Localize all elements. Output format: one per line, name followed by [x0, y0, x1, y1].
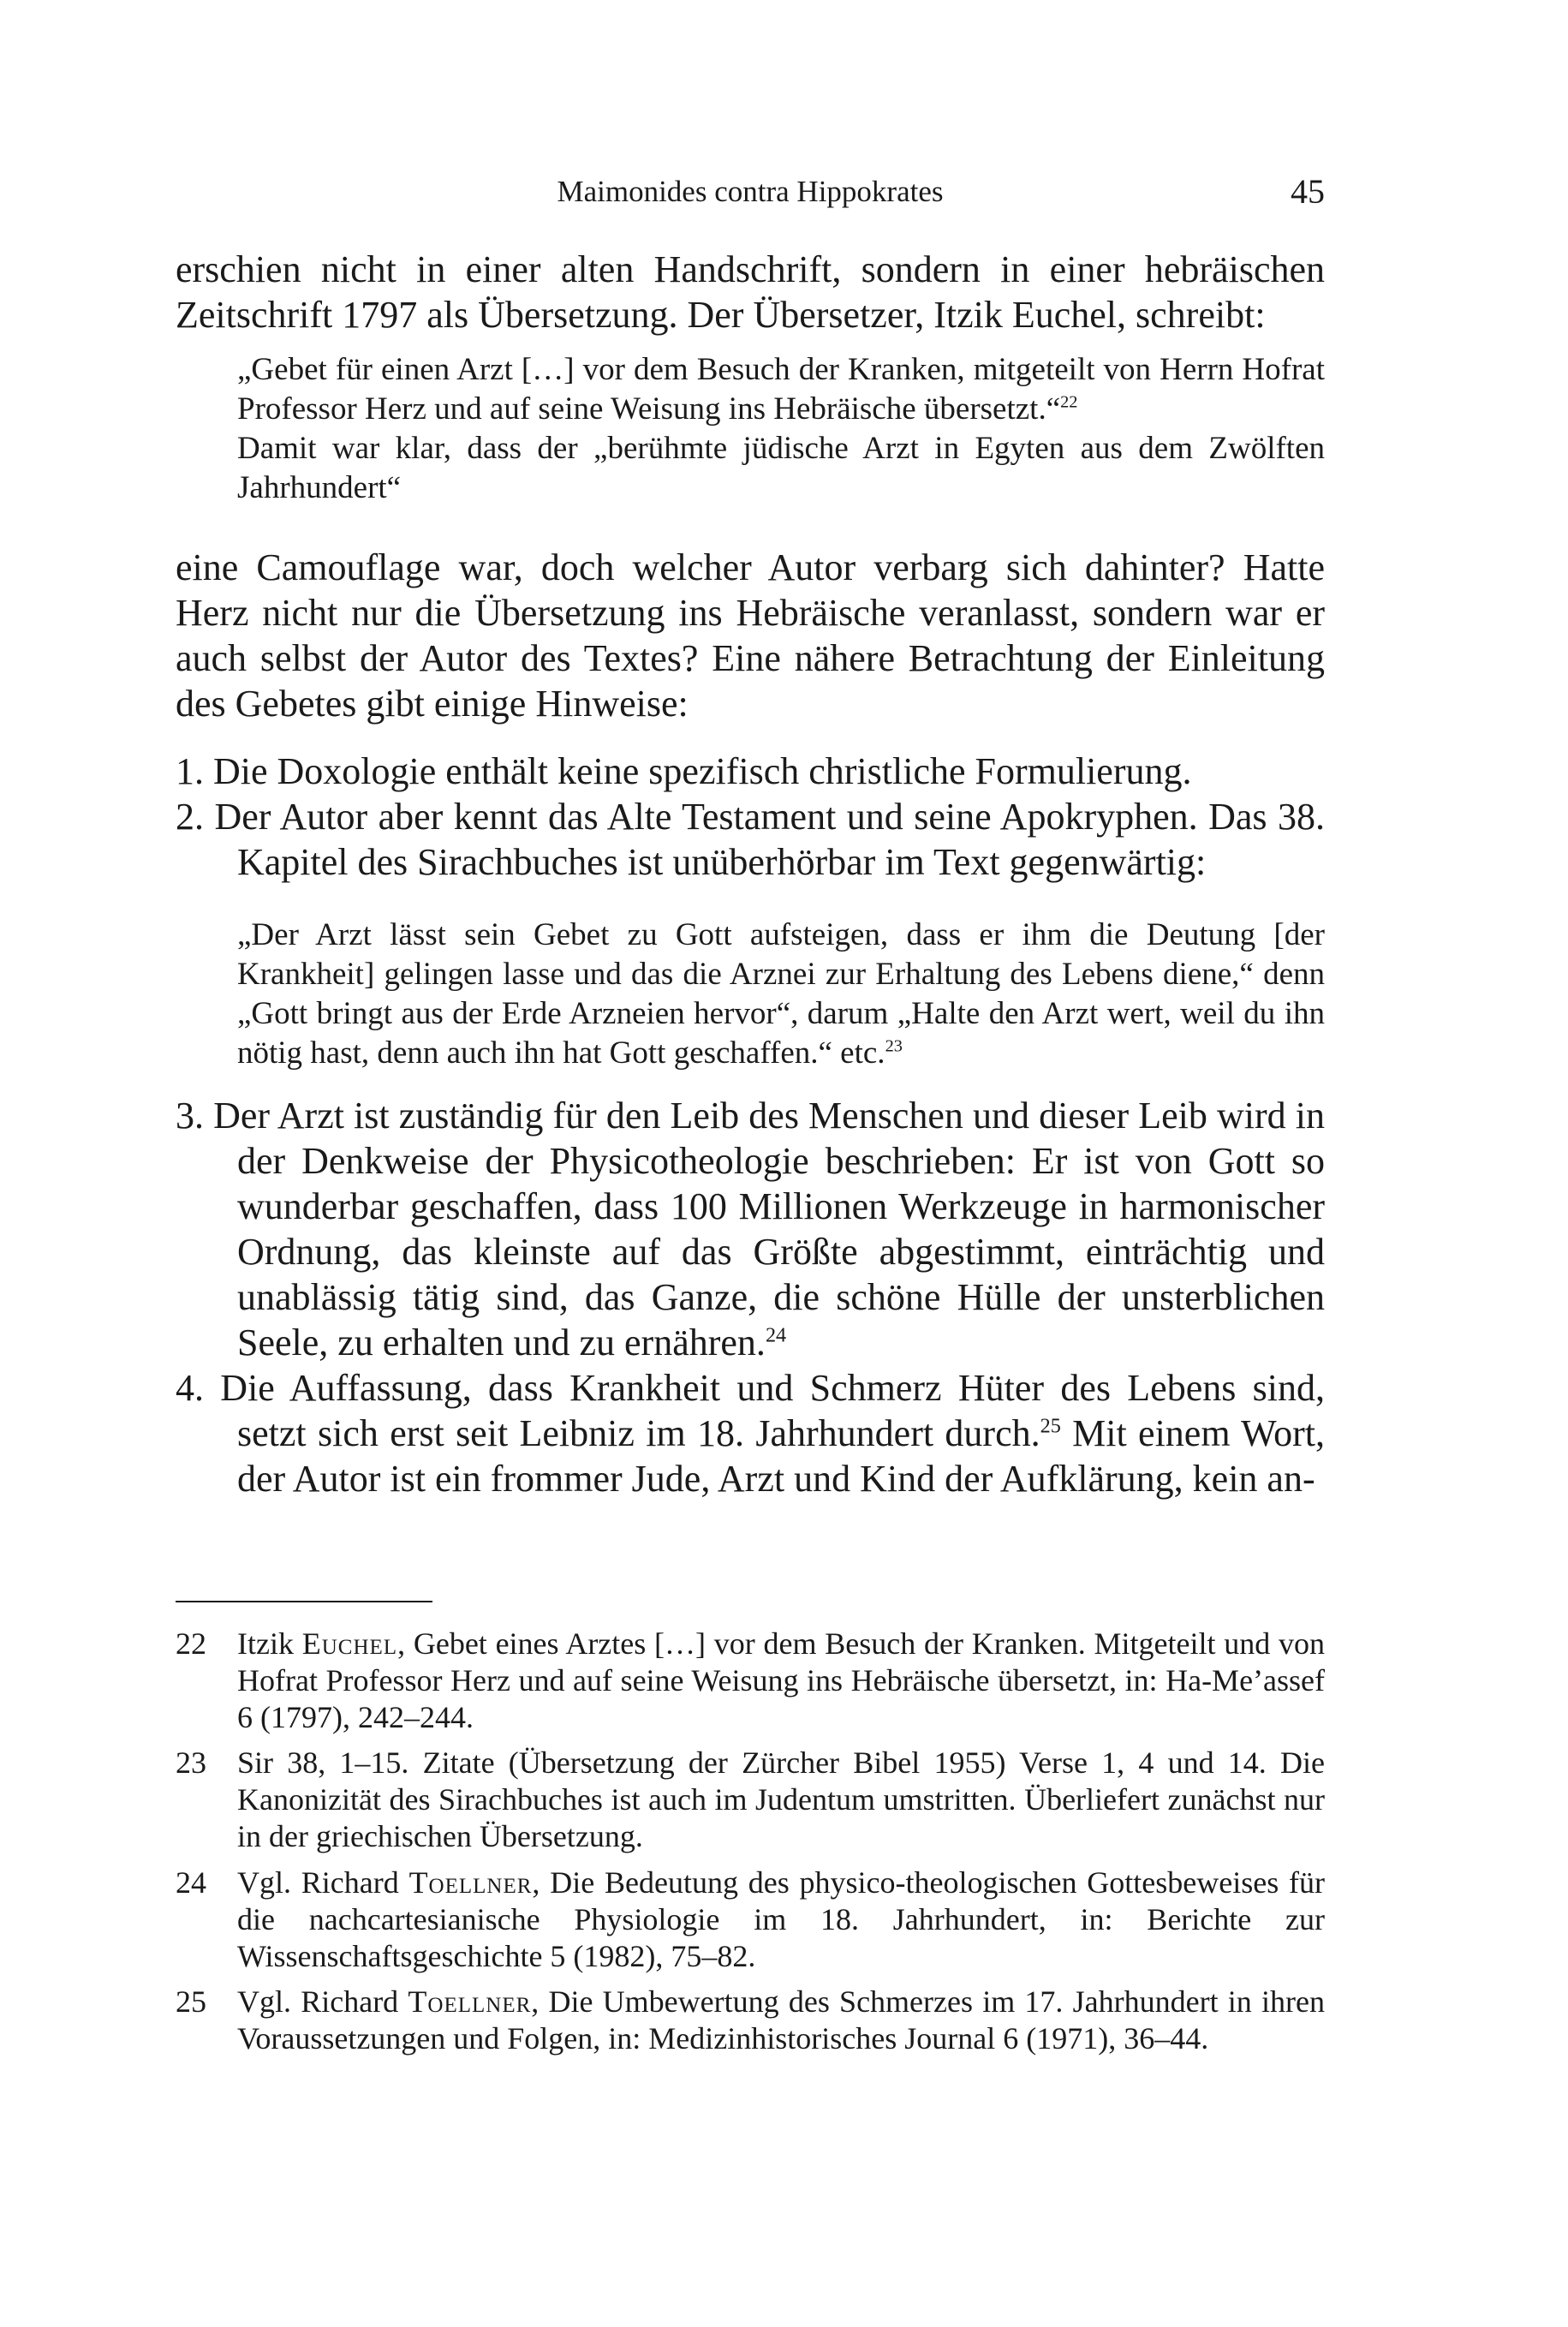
- quote-2-text: „Der Arzt lässt sein Gebet zu Gott aufsteigen, dass er ihm die Deutung [der Krankheit] gelingen lasse und das die Arznei zur Erhaltung des Lebens diene,“ denn „Gott bringt aus der Erde Arzneien hervor“, darum „Halte den Arzt wert, weil du ihn nötig hast, denn auch ihn hat Gott geschaffen.“ etc.: [237, 917, 1325, 1071]
- paragraph-1: [176, 247, 1325, 337]
- list-item-text: Der Arzt ist zuständig für den Leib des Menschen und dieser Leib wird in der Denkweise der Physicotheologie beschrieben: Er ist von Gott so wunderbar geschaffen, dass 100 Millionen Werkzeuge in harmonischer Ordnung, das kleinste auf das Größte abgestimmt, einträchtig und unablässig tätig sind, das Ganze, die schöne Hülle der unsterblichen Seele, zu erhalten und zu ernähren.: [213, 1095, 1326, 1363]
- running-header: [176, 171, 1325, 214]
- list-item-text: Die Auffassung, dass Krankheit und Schmerz Hüter des Lebens sind, setzt sich erst seit Leibniz im 18. Jahrhundert durch.: [220, 1367, 1325, 1454]
- footnote-25: [176, 1984, 1325, 2057]
- footnote-text: [237, 1865, 1325, 1975]
- list-item-3: [176, 1093, 1325, 1365]
- footnote-text: [237, 1745, 1325, 1855]
- running-title: Maimonides contra Hippokrates: [557, 175, 944, 208]
- list-item-number: 1.: [176, 750, 204, 792]
- footnote-body: , Die Umbewertung des Schmerzes im 17. Jahrhundert in ihren Voraussetzungen und Folgen, in: Medizinhistorisches Journal 6 (1971), 36–44.: [237, 1984, 1325, 2056]
- footnote-prefix: Vgl. Richard: [237, 1984, 408, 2019]
- footnote-separator: [176, 1601, 432, 1602]
- list-item-number: 3.: [176, 1095, 204, 1137]
- footnote-prefix: Itzik: [237, 1626, 302, 1661]
- footnote-ref-22[interactable]: 22: [1060, 392, 1078, 412]
- paragraph-2-text: eine Camouflage war, doch welcher Autor verbarg sich dahinter? Hatte Herz nicht nur die Übersetzung ins Hebräische veranlasst, sondern war er auch selbst der Autor des Textes? Eine nähere Betrachtung der Einleitung des Gebetes gibt einige Hinweise:: [176, 546, 1325, 725]
- quote-1-text: „Gebet für einen Arzt […] vor dem Besuch der Kranken, mitgeteilt von Herrn Hofrat Professor Herz und auf seine Weisung ins Hebräische übersetzt.“: [237, 352, 1325, 427]
- list-item-text: Der Autor aber kennt das Alte Testament und seine Apokryphen. Das 38. Kapitel des Sirachbuches ist unüberhörbar im Text gegenwärtig:: [214, 796, 1325, 883]
- paragraph-1-text: erschien nicht in einer alten Handschrift, sondern in einer hebräischen Zeitschrift 1797 als Übersetzung. Der Übersetzer, Itzik Euchel, schreibt:: [176, 248, 1325, 336]
- footnote-text: [237, 1984, 1325, 2057]
- footnote-body: , Gebet eines Arztes […] vor dem Besuch der Kranken. Mitgeteilt und von Hofrat Professor Herz und auf seine Weisung ins Hebräische übersetzt, in: Ha-Me’assef 6 (1797), 242–244.: [237, 1626, 1325, 1734]
- footnote-author: Toellner: [408, 1865, 533, 1900]
- list-item-text: Die Doxologie enthält keine spezifisch christliche Formulierung.: [213, 750, 1192, 792]
- list-item-number: 4.: [176, 1367, 204, 1409]
- footnote-author: Toellner: [408, 1984, 532, 2019]
- list-item-text-continued: Mit einem Wort, der Autor ist ein frommer Jude, Arzt und Kind der Aufklärung, kein an-: [237, 1412, 1325, 1500]
- footnote-ref-23[interactable]: 23: [885, 1036, 903, 1056]
- footnote-24: [176, 1865, 1325, 1975]
- list-item-1: [176, 749, 1325, 794]
- footnote-body: , Die Bedeutung des physico-theologischen Gottesbeweises für die nachcartesianische Physiologie im 18. Jahrhundert, in: Berichte zur Wissenschaftsgeschichte 5 (1982), 75–82.: [237, 1865, 1325, 1973]
- quote-1-continuation: Damit war klar, dass der „berühmte jüdische Arzt in Egyten aus dem Zwölften Jahrhundert“: [237, 431, 1325, 505]
- footnote-text: [237, 1626, 1325, 1736]
- footnote-author: Euchel: [301, 1626, 398, 1661]
- footnote-23: [176, 1745, 1325, 1855]
- footnote-number: 25: [176, 1984, 206, 2019]
- block-quote-1: [237, 350, 1325, 508]
- footnote-body: Sir 38, 1–15. Zitate (Übersetzung der Zürcher Bibel 1955) Verse 1, 4 und 14. Die Kanonizität des Sirachbuches ist auch im Judentum umstritten. Überliefert zunächst nur in der griechischen Übersetzung.: [237, 1745, 1325, 1853]
- footnote-number: 23: [176, 1745, 206, 1780]
- footnote-prefix: Vgl. Richard: [237, 1865, 409, 1900]
- footnote-22: [176, 1626, 1325, 1736]
- footnote-number: 24: [176, 1865, 206, 1900]
- footnote-ref-25[interactable]: 25: [1040, 1414, 1061, 1438]
- list-item-2: [176, 794, 1325, 885]
- list-item-number: 2.: [176, 796, 204, 838]
- list-item-4: [176, 1365, 1325, 1501]
- footnote-number: 22: [176, 1626, 206, 1661]
- paragraph-2: [176, 545, 1325, 726]
- page-number: 45: [1291, 172, 1325, 211]
- footnote-ref-24[interactable]: 24: [765, 1323, 787, 1347]
- block-quote-2: [237, 916, 1325, 1073]
